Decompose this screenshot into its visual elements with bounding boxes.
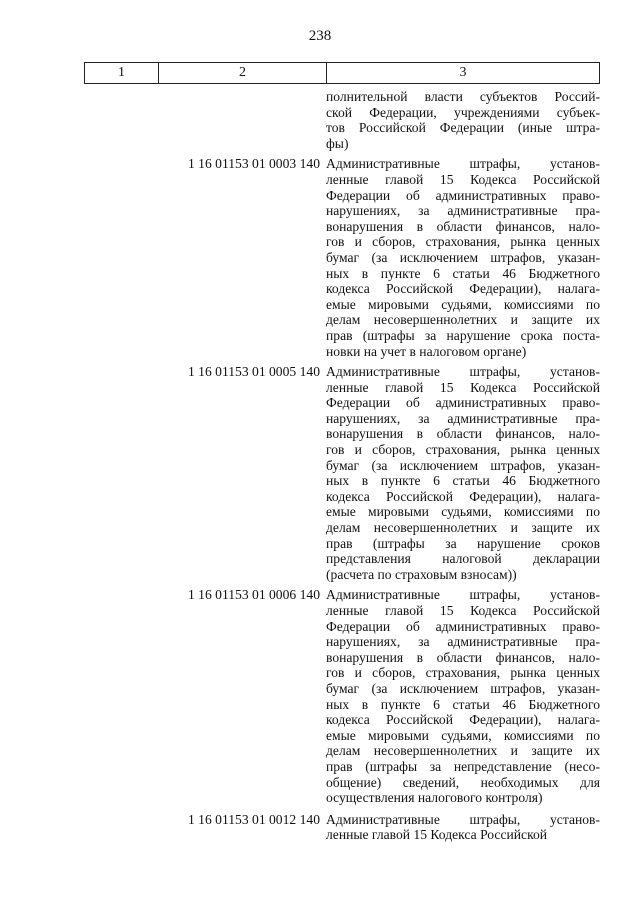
description <box>326 364 600 582</box>
description-line: нарушениях, за административные пра- <box>326 203 600 219</box>
cell-col-1 <box>84 89 158 151</box>
header-col-2: 2 <box>159 63 327 83</box>
description-line: Федерации об административных право- <box>326 187 600 203</box>
description-line: фы) <box>326 135 349 151</box>
budget-code <box>158 89 326 151</box>
description <box>326 587 600 805</box>
page-number: 238 <box>308 28 332 44</box>
description-line: кодекса Российской Федерации), налага- <box>326 712 600 728</box>
description-line: ленные главой 15 Кодекса Российской <box>326 171 600 187</box>
description-line: емые мировыми судьями, комиссиями по <box>326 727 600 743</box>
description-line: делам несовершеннолетних и защите их <box>326 312 600 328</box>
description-line: ных в пункте 6 статьи 46 Бюджетного <box>326 696 600 712</box>
table-body <box>84 84 600 843</box>
description-line: Административные штрафы, установ- <box>326 364 600 380</box>
description-line: прав (штрафы за нарушение срока поста- <box>326 327 600 343</box>
description-line: емые мировыми судьями, комиссиями по <box>326 504 600 520</box>
description-line: кодекса Российской Федерации), налага- <box>326 281 600 297</box>
description-line: Административные штрафы, установ- <box>326 811 600 827</box>
description-line: ленные главой 15 Кодекса Российской <box>326 379 600 395</box>
description-line: (расчета по страховым взносам)) <box>326 566 517 582</box>
description-line: новки на учет в налоговом органе) <box>326 343 527 359</box>
description-line: нарушениях, за административные пра- <box>326 634 600 650</box>
description-line: Административные штрафы, установ- <box>326 156 600 172</box>
table-header <box>84 62 600 84</box>
description-line: бумаг (за исключением штрафов, указан- <box>326 249 600 265</box>
description-line: гов и сборов, страхования, рынка ценных <box>326 442 600 458</box>
cell-col-1 <box>84 364 158 582</box>
budget-code: 1 16 01153 01 0006 140 <box>187 587 320 603</box>
description-line: Федерации об административных право- <box>326 395 600 411</box>
description-line: нарушениях, за административные пра- <box>326 410 600 426</box>
description-line: Административные штрафы, установ- <box>326 587 600 603</box>
cell-col-1 <box>84 587 158 805</box>
description-line: ленные главой 15 Кодекса Российской <box>326 827 548 843</box>
description-line: тов Российской Федерации (иные штра- <box>326 120 600 136</box>
description-line: прав (штрафы за непредставление (несо- <box>326 758 600 774</box>
description-line: представления налоговой декларации <box>326 551 600 567</box>
description-line: осуществления налогового контроля) <box>326 790 543 806</box>
table-row <box>84 587 600 805</box>
budget-code: 1 16 01153 01 0012 140 <box>187 811 320 827</box>
description-line: ленные главой 15 Кодекса Российской <box>326 603 600 618</box>
budget-code: 1 16 01153 01 0003 140 <box>187 156 320 172</box>
description-line: ных в пункте 6 статьи 46 Бюджетного <box>326 265 600 281</box>
table-row <box>84 156 600 359</box>
table-row <box>84 812 600 843</box>
header-col-1: 1 <box>85 63 159 83</box>
description-line: Федерации об административных право- <box>326 618 600 634</box>
description-line: емые мировыми судьями, комиссиями по <box>326 296 600 312</box>
description-line: вонарушения в области финансов, нало- <box>326 218 600 234</box>
description <box>326 812 600 843</box>
description-line: делам несовершеннолетних и защите их <box>326 520 600 536</box>
description <box>326 89 600 151</box>
header-col-3: 3 <box>459 65 467 80</box>
table-row <box>84 89 600 151</box>
description-line: кодекса Российской Федерации), налага- <box>326 488 600 504</box>
cell-col-1 <box>84 812 158 843</box>
description-line: ской Федерации, учреждениями субъек- <box>326 104 600 120</box>
description-line: ных в пункте 6 статьи 46 Бюджетного <box>326 473 600 489</box>
description-line: общение) сведений, необходимых для <box>326 774 600 790</box>
description-line: делам несовершеннолетних и защите их <box>326 743 600 759</box>
description-line: полнительной власти субъектов Россий- <box>326 89 600 104</box>
description-line: гов и сборов, страхования, рынка ценных <box>326 234 600 250</box>
budget-code: 1 16 01153 01 0005 140 <box>187 364 320 380</box>
description-line: вонарушения в области финансов, нало- <box>326 426 600 442</box>
description <box>326 156 600 359</box>
cell-col-1 <box>84 156 158 359</box>
description-line: вонарушения в области финансов, нало- <box>326 649 600 665</box>
description-line: бумаг (за исключением штрафов, указан- <box>326 457 600 473</box>
table-row <box>84 364 600 582</box>
description-line: гов и сборов, страхования, рынка ценных <box>326 665 600 681</box>
description-line: прав (штрафы за нарушение сроков <box>326 535 600 551</box>
description-line: бумаг (за исключением штрафов, указан- <box>326 680 600 696</box>
